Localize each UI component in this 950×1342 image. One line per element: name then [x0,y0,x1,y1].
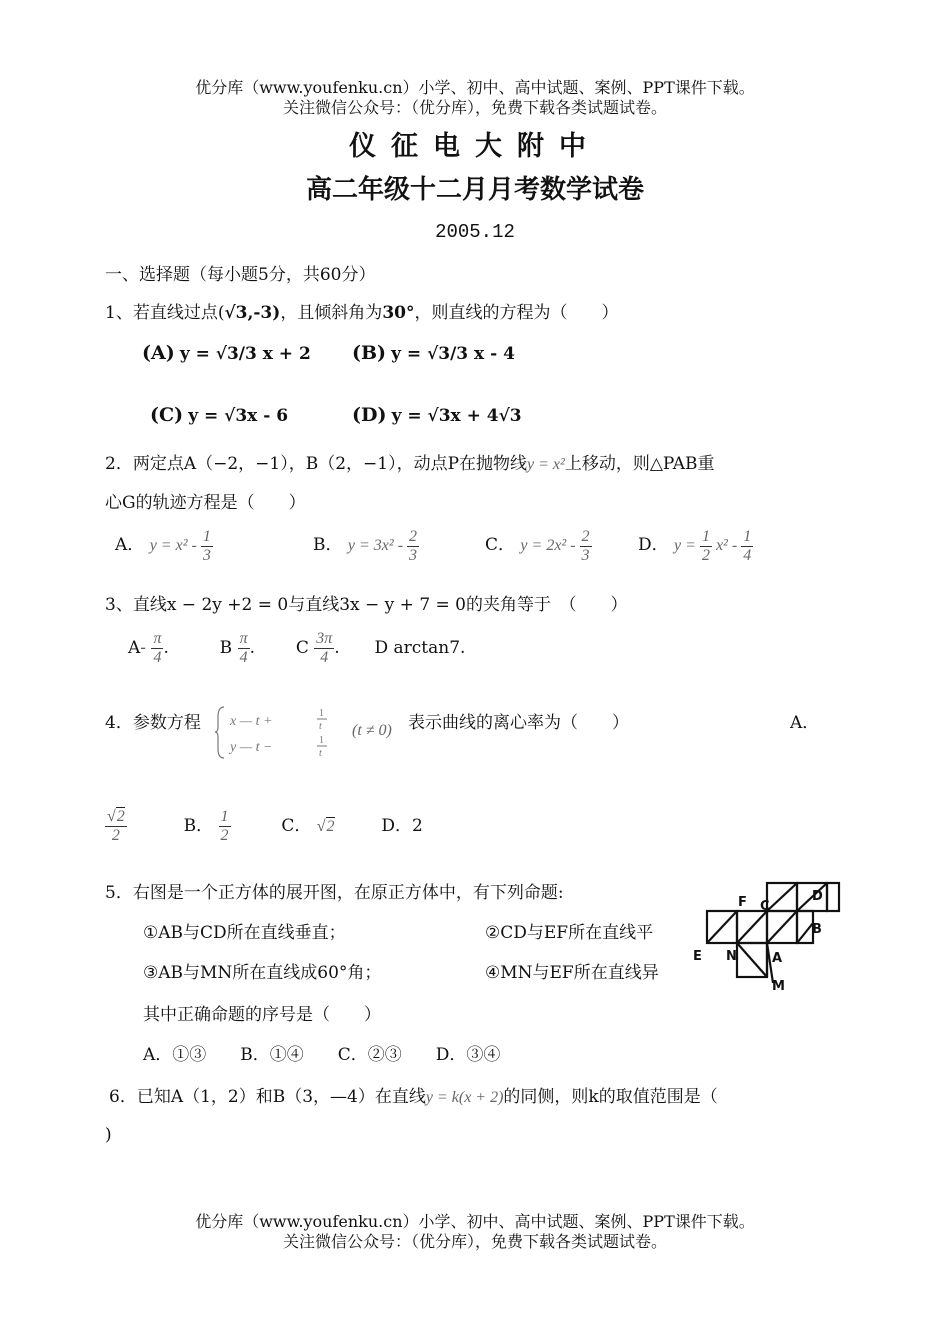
q4-suffix: 表示曲线的离心率为（ ） [408,713,629,733]
q2-text-a: 2．两定点A（−2，−1），B（2，−1），动点P在抛物线 [105,454,528,474]
q2-option-d [638,528,753,565]
question-6-line-2: ) [105,1125,112,1145]
q4-option-b-label: B． [183,816,214,836]
question-3: 3、直线x − 2y +2 = 0与直线3x − y + 7 = 0的夹角等于 （ ） [105,595,628,615]
svg-text:1: 1 [319,708,324,719]
header-line-1: 优分库（www.youfenku.cn）小学、初中、高中试题、案例、PPT课件下载。 [195,78,755,97]
q2-option-b [313,528,419,565]
frac: $\frac{2}{3}$ [581,528,590,564]
cube-net-label-d: D [812,889,823,904]
q2-option-b-label: B． [313,535,343,556]
question-4-lead: 4．参数方程 [105,713,201,733]
svg-text:t: t [319,721,322,732]
svg-text:x — t +: x — t + [230,714,273,729]
q1-option-c [150,404,288,426]
q4-option-d: D．2 [381,816,423,836]
q3-option-c-label: C [295,638,309,658]
frac: $\frac{√2}{2}$ [107,808,125,844]
q3-option-a-label: A [128,638,141,658]
q1-suffix: ，则直线的方程为（ ） [414,303,619,323]
q4-parametric-system [214,703,354,761]
q2-option-a-formula: y = x² - $\frac{1}{3}$ [149,528,211,564]
q5-proposition-4: ④MN与EF所在直线异 [485,963,659,983]
q1-mid: ，且倾斜角为 [280,303,383,323]
q5-proposition-3: ③AB与MN所在直线成60°角； [143,963,382,983]
q2-option-c [485,528,592,565]
footer-line-1: 优分库（www.youfenku.cn）小学、初中、高中试题、案例、PPT课件下载。 [195,1212,755,1231]
q2-option-a [115,528,213,565]
cube-net-label-f: F [738,895,747,910]
q3-options: A- $\frac{\pi}{4}$ . B $\frac{\pi}{4}$ . C $\frac{3\pi}{4}$ . D arctan7. [128,630,466,666]
question-2-line-1 [105,449,715,474]
cube-net-label-e: E [693,949,702,964]
sqrt2: √2 [316,818,335,835]
frac: $\frac{1}{2}$ [220,808,229,844]
cube-net-label-n: N [726,949,737,964]
question-1 [105,298,618,323]
q2-curve: y = x² [527,456,565,473]
cube-net-label-m: M [772,979,785,994]
svg-text:y — t −: y — t − [230,740,273,755]
q2-option-d-formula: y = $\frac{1}{2}$ x² - $\frac{1}{4}$ [674,528,752,564]
frac: $\frac{\pi}{4}$ [239,630,248,666]
frac: $\frac{3\pi}{4}$ [316,630,333,666]
q4-option-a-label: A． [790,713,820,733]
q2-text-b: 上移动，则△PAB重 [564,454,715,474]
q1-option-a-label: (A) [142,342,175,364]
q6-line: y = k(x + 2) [425,1089,504,1106]
frac: $\frac{2}{3}$ [409,528,418,564]
frac: $\frac{1}{2}$ [701,528,710,564]
q1-option-b-label: (B) [352,342,387,364]
svg-text:t: t [319,748,322,759]
q6-text-2: 的同侧，则k的取值范围是（ [503,1087,718,1107]
q4-condition: (t ≠ 0) [352,722,392,739]
question-2-line-2: 心G的轨迹方程是（ ） [105,493,306,513]
header-line-2: 关注微信公众号：（优分库），免费下载各类试题试卷。 [282,98,667,117]
exam-date: 2005.12 [435,221,515,243]
q1-option-d-label: (D) [352,404,387,426]
cube-net-edge [827,883,839,911]
q1-option-b [352,342,515,364]
section-heading: 一、选择题（每小题5分，共60分） [105,265,376,285]
q5-options: A．①③ B．①④ C．②③ D．③④ [143,1045,501,1065]
footer-line-2: 关注微信公众号：（优分库），免费下载各类试题试卷。 [282,1232,667,1251]
frac: $\frac{1}{3}$ [202,528,211,564]
school-title: 仪征电大附中 [349,131,601,162]
cube-net-label-a: A [772,951,783,966]
q3-option-b-label: B [219,638,233,658]
q3-option-d: D arctan7. [374,638,466,658]
question-5: 5．右图是一个正方体的展开图，在原正方体中，有下列命题: [105,883,564,903]
q1-point: √3,-3) [224,303,281,323]
q5-proposition-1: ①AB与CD所在直线垂直； [143,923,346,943]
q1-option-d [352,404,522,426]
q1-option-a-formula: y = √3/3 x + 2 [179,344,311,364]
q5-proposition-2: ②CD与EF所在直线平 [485,923,654,943]
q2-option-b-formula: y = 3x² - $\frac{2}{3}$ [347,528,418,564]
q1-option-a [142,342,311,364]
q1-option-b-formula: y = √3/3 x - 4 [391,344,515,364]
cube-net-figure [690,878,850,996]
q2-option-d-label: D． [638,535,669,556]
question-6-line-1 [109,1082,718,1107]
q1-prefix: 1、若直线过点( [105,303,225,323]
frac: $\frac{\pi}{4}$ [153,630,162,666]
q1-option-d-formula: y = √3x + 4√3 [391,406,522,426]
q4-option-c-label: C． [281,816,312,836]
q6-text-1: 6．已知A（1，2）和B（3，—4）在直线 [109,1087,426,1107]
q2-option-c-label: C． [485,535,516,556]
svg-text:1: 1 [319,735,324,746]
q2-option-a-label: A． [115,535,145,556]
cube-net-label-c: C [760,899,770,914]
q4-options [105,808,423,845]
q1-option-c-formula: y = √3x - 6 [188,406,289,426]
exam-title: 高二年级十二月月考数学试卷 [305,175,644,205]
q2-option-c-formula: y = 2x² - $\frac{2}{3}$ [520,528,590,564]
q1-angle: 30° [382,303,415,323]
q5-ask: 其中正确命题的序号是（ ） [143,1005,381,1025]
q1-option-c-label: (C) [150,404,184,426]
cube-net-label-b: B [812,922,822,937]
frac: $\frac{1}{4}$ [743,528,752,564]
